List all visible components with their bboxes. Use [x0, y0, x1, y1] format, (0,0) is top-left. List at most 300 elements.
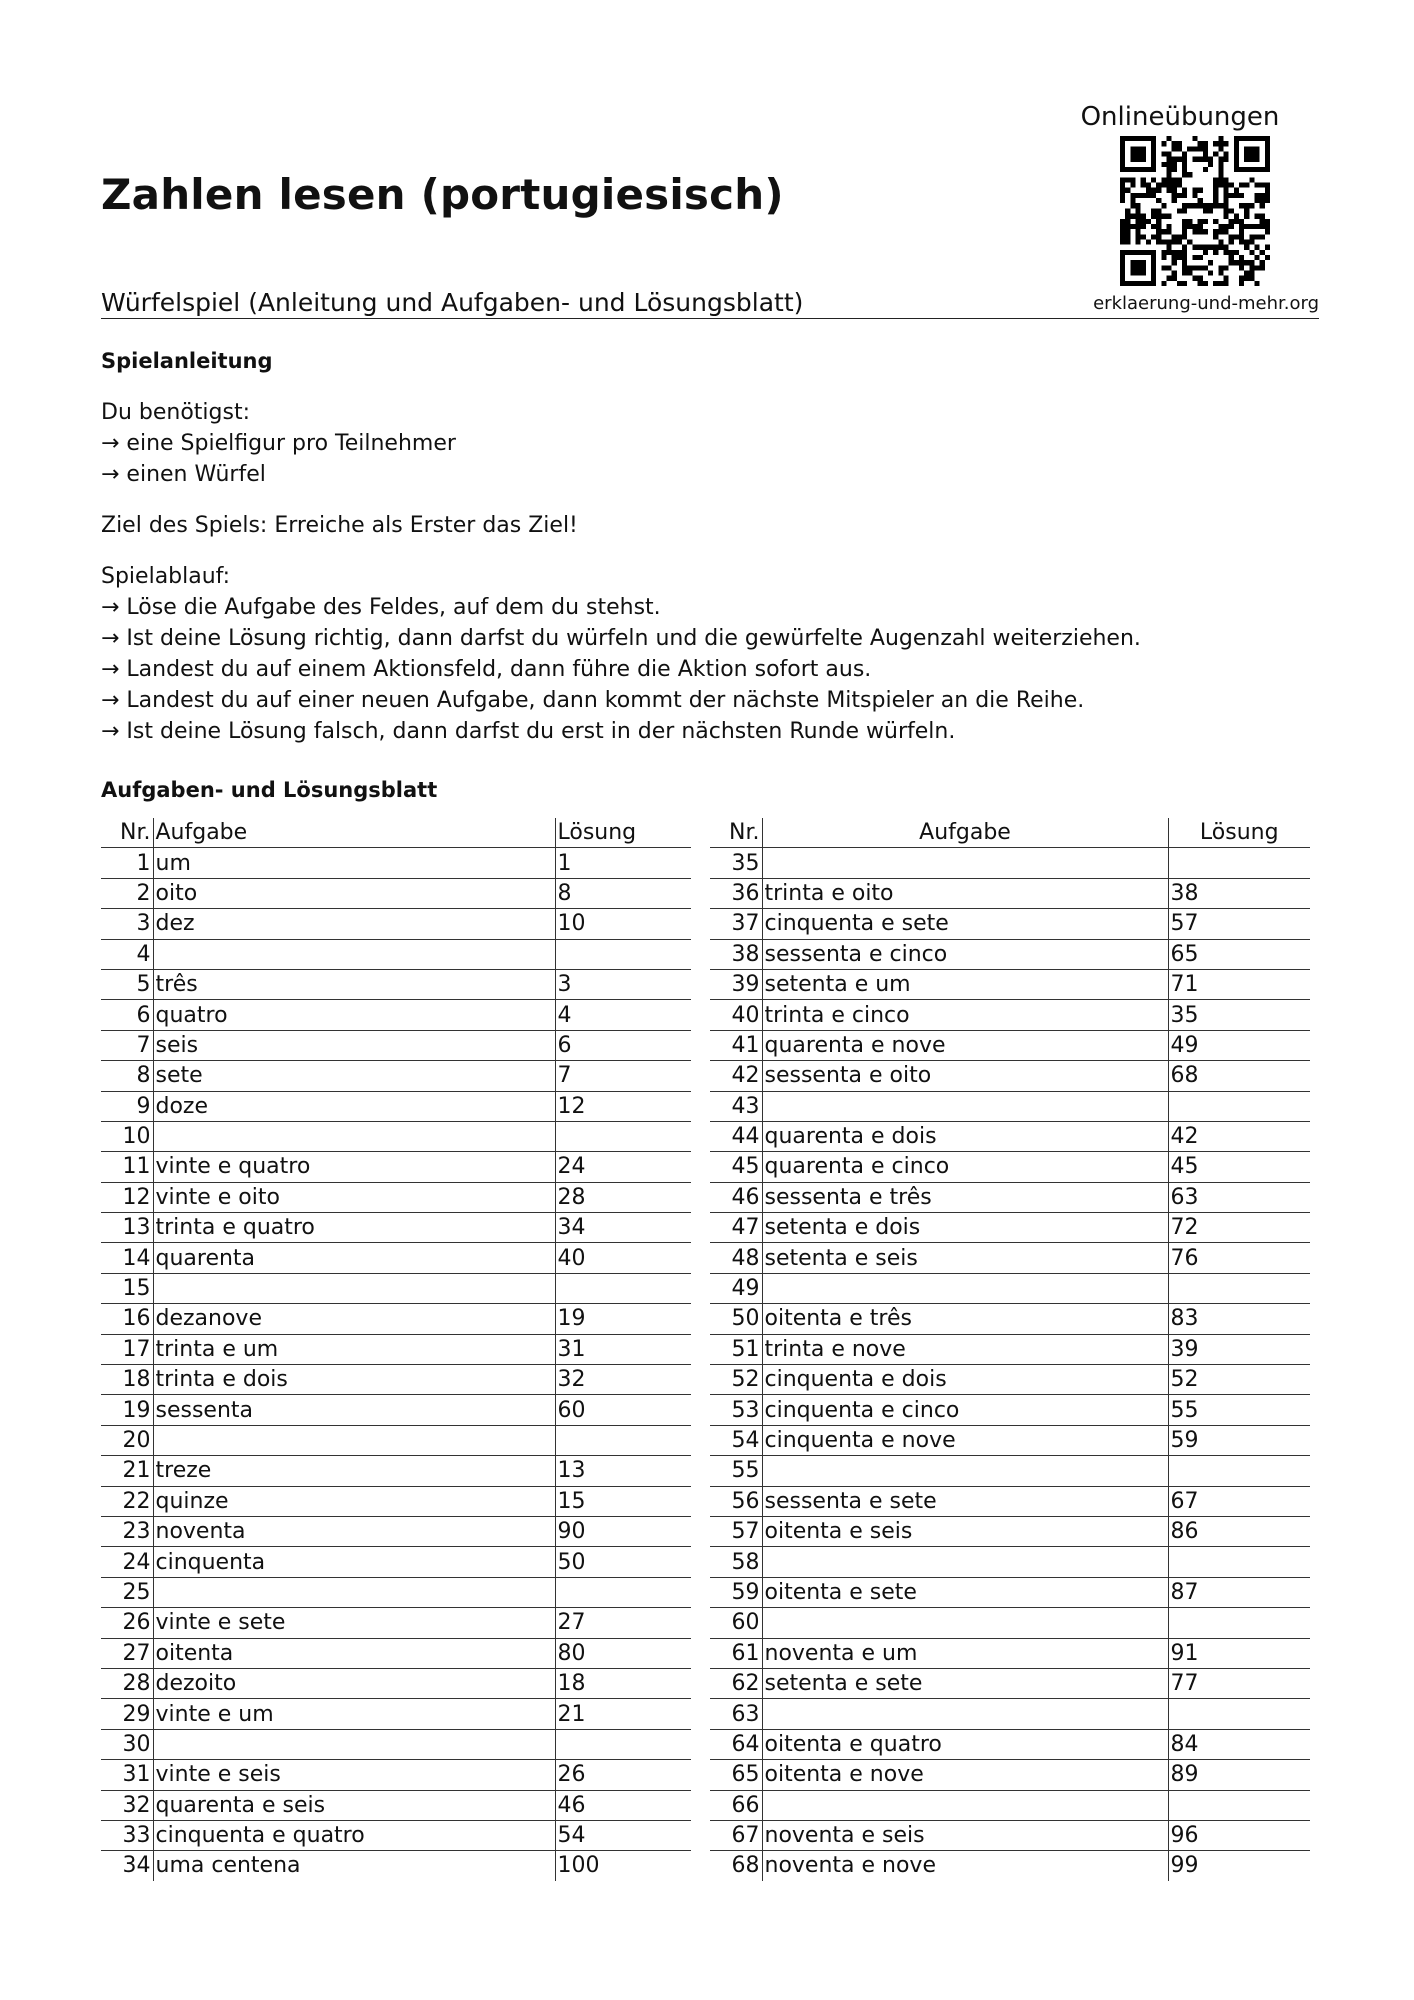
row-number: 55	[710, 1456, 762, 1486]
flow-step: → Ist deine Lösung richtig, dann darfst du würfeln und die gewürfelte Augenzahl weiterziehen.	[101, 626, 1141, 651]
task-cell: setenta e sete	[762, 1668, 1168, 1698]
table-row	[101, 1577, 691, 1607]
table-row	[710, 1760, 1310, 1790]
row-number: 61	[710, 1638, 762, 1668]
table-row	[101, 1699, 691, 1729]
task-cell: noventa e nove	[762, 1851, 1168, 1881]
task-cell: cinquenta e sete	[762, 909, 1168, 939]
solution-cell: 68	[1168, 1061, 1310, 1091]
task-cell: vinte e quatro	[153, 1152, 555, 1182]
task-cell	[153, 1577, 555, 1607]
row-number: 7	[101, 1030, 153, 1060]
goal-text: Ziel des Spiels: Erreiche als Erster das Ziel!	[101, 513, 578, 538]
solution-cell: 1	[555, 848, 691, 878]
row-number: 38	[710, 939, 762, 969]
table-header-row	[101, 818, 691, 848]
row-number: 26	[101, 1608, 153, 1638]
row-number: 47	[710, 1213, 762, 1243]
table-row	[710, 1425, 1310, 1455]
task-cell: oitenta e seis	[762, 1516, 1168, 1546]
flow-step: → Landest du auf einer neuen Aufgabe, dann kommt der nächste Mitspieler an die Reihe.	[101, 688, 1085, 713]
task-cell: doze	[153, 1091, 555, 1121]
table-row	[101, 1486, 691, 1516]
task-cell: oitenta e quatro	[762, 1729, 1168, 1759]
row-number: 14	[101, 1243, 153, 1273]
table-row	[101, 1213, 691, 1243]
solution-cell: 57	[1168, 909, 1310, 939]
solution-cell: 13	[555, 1456, 691, 1486]
task-cell: noventa e um	[762, 1638, 1168, 1668]
row-number: 9	[101, 1091, 153, 1121]
table-row	[710, 1061, 1310, 1091]
table-header-row	[710, 818, 1310, 848]
row-number: 49	[710, 1273, 762, 1303]
table-row	[101, 1729, 691, 1759]
table-row	[101, 1273, 691, 1303]
solution-cell	[1168, 1547, 1310, 1577]
task-cell: trinta e dois	[153, 1365, 555, 1395]
solution-cell: 54	[555, 1820, 691, 1850]
table-row	[710, 1000, 1310, 1030]
row-number: 27	[101, 1638, 153, 1668]
task-cell: vinte e sete	[153, 1608, 555, 1638]
task-table-right	[710, 818, 1310, 1881]
row-number: 52	[710, 1365, 762, 1395]
task-cell: vinte e um	[153, 1699, 555, 1729]
task-cell: oitenta e nove	[762, 1760, 1168, 1790]
solution-cell	[1168, 1699, 1310, 1729]
table-row	[101, 1365, 691, 1395]
row-number: 51	[710, 1334, 762, 1364]
solution-cell: 86	[1168, 1516, 1310, 1546]
task-cell: oitenta e três	[762, 1304, 1168, 1334]
solution-cell: 6	[555, 1030, 691, 1060]
row-number: 33	[101, 1820, 153, 1850]
task-cell	[153, 1729, 555, 1759]
table-row	[710, 909, 1310, 939]
row-number: 37	[710, 909, 762, 939]
flow-step: → Ist deine Lösung falsch, dann darfst du erst in der nächsten Runde würfeln.	[101, 719, 956, 744]
table-row	[710, 1820, 1310, 1850]
header-divider	[101, 318, 1319, 319]
table-row	[710, 1547, 1310, 1577]
table-row	[710, 1729, 1310, 1759]
table-row	[710, 1273, 1310, 1303]
row-number: 65	[710, 1760, 762, 1790]
flow-intro: Spielablauf:	[101, 564, 231, 589]
task-cell	[153, 1425, 555, 1455]
row-number: 19	[101, 1395, 153, 1425]
row-number: 59	[710, 1577, 762, 1607]
row-number: 39	[710, 969, 762, 999]
solution-cell: 3	[555, 969, 691, 999]
task-cell: cinquenta e quatro	[153, 1820, 555, 1850]
solution-cell: 59	[1168, 1425, 1310, 1455]
table-row	[710, 878, 1310, 908]
table-row	[710, 1152, 1310, 1182]
task-cell: quarenta e seis	[153, 1790, 555, 1820]
row-number: 3	[101, 909, 153, 939]
row-number: 32	[101, 1790, 153, 1820]
row-number: 2	[101, 878, 153, 908]
table-row	[101, 1091, 691, 1121]
table-row	[101, 878, 691, 908]
table-row	[101, 848, 691, 878]
row-number: 6	[101, 1000, 153, 1030]
solution-cell: 39	[1168, 1334, 1310, 1364]
needs-item: → einen Würfel	[101, 462, 266, 487]
column-header-nr: Nr.	[101, 818, 153, 848]
solution-cell	[1168, 1091, 1310, 1121]
task-cell: trinta e cinco	[762, 1000, 1168, 1030]
solution-cell: 67	[1168, 1486, 1310, 1516]
table-row	[101, 939, 691, 969]
table-row	[710, 1790, 1310, 1820]
table-row	[710, 969, 1310, 999]
table-row	[710, 1699, 1310, 1729]
column-header-task: Aufgabe	[762, 818, 1168, 848]
row-number: 60	[710, 1608, 762, 1638]
table-row	[710, 848, 1310, 878]
solution-cell	[1168, 1456, 1310, 1486]
solution-cell: 96	[1168, 1820, 1310, 1850]
table-row	[710, 1121, 1310, 1151]
row-number: 4	[101, 939, 153, 969]
task-cell: sessenta e oito	[762, 1061, 1168, 1091]
column-header-nr: Nr.	[710, 818, 762, 848]
table-row	[710, 1486, 1310, 1516]
table-row	[710, 1668, 1310, 1698]
solution-cell: 34	[555, 1213, 691, 1243]
solution-cell: 35	[1168, 1000, 1310, 1030]
table-row	[710, 1365, 1310, 1395]
task-cell	[762, 1790, 1168, 1820]
page-subtitle: Würfelspiel (Anleitung und Aufgaben- und Lösungsblatt)	[101, 288, 804, 317]
task-cell: sessenta e três	[762, 1182, 1168, 1212]
needs-item: → eine Spielfigur pro Teilnehmer	[101, 431, 456, 456]
table-row	[101, 1000, 691, 1030]
solution-cell: 42	[1168, 1121, 1310, 1151]
task-cell: três	[153, 969, 555, 999]
row-number: 41	[710, 1030, 762, 1060]
row-number: 35	[710, 848, 762, 878]
table-row	[101, 1121, 691, 1151]
row-number: 50	[710, 1304, 762, 1334]
task-cell	[762, 1273, 1168, 1303]
row-number: 1	[101, 848, 153, 878]
solution-cell	[555, 1425, 691, 1455]
row-number: 21	[101, 1456, 153, 1486]
solution-cell: 49	[1168, 1030, 1310, 1060]
task-cell: vinte e seis	[153, 1760, 555, 1790]
row-number: 44	[710, 1121, 762, 1151]
qr-code-icon[interactable]	[1120, 136, 1270, 286]
solution-cell: 91	[1168, 1638, 1310, 1668]
table-row	[101, 1760, 691, 1790]
task-cell	[153, 1273, 555, 1303]
task-cell: dez	[153, 909, 555, 939]
table-row	[101, 909, 691, 939]
row-number: 63	[710, 1699, 762, 1729]
solution-cell: 52	[1168, 1365, 1310, 1395]
task-cell	[762, 1456, 1168, 1486]
solution-cell: 4	[555, 1000, 691, 1030]
row-number: 20	[101, 1425, 153, 1455]
table-row	[710, 1243, 1310, 1273]
instructions-heading: Spielanleitung	[101, 349, 273, 373]
task-cell: quarenta e dois	[762, 1121, 1168, 1151]
solution-cell: 83	[1168, 1304, 1310, 1334]
row-number: 8	[101, 1061, 153, 1091]
row-number: 68	[710, 1851, 762, 1881]
task-cell: sessenta e sete	[762, 1486, 1168, 1516]
solution-cell: 99	[1170, 1853, 1199, 1879]
row-number: 40	[710, 1000, 762, 1030]
solution-cell	[555, 1577, 691, 1607]
task-table-left	[101, 818, 691, 1881]
solution-cell	[555, 1273, 691, 1303]
row-number: 23	[101, 1516, 153, 1546]
solution-cell: 71	[1168, 969, 1310, 999]
table-row	[101, 1152, 691, 1182]
task-cell: trinta e um	[153, 1334, 555, 1364]
site-link[interactable]: erklaerung-und-mehr.org	[1093, 293, 1319, 314]
table-row	[710, 1516, 1310, 1546]
row-number: 42	[710, 1061, 762, 1091]
table-row	[101, 969, 691, 999]
row-number: 18	[101, 1365, 153, 1395]
row-number: 54	[710, 1425, 762, 1455]
row-number: 66	[710, 1790, 762, 1820]
table-row	[101, 1334, 691, 1364]
column-header-solution: Lösung	[1168, 818, 1310, 848]
row-number: 22	[101, 1486, 153, 1516]
table-row	[101, 1516, 691, 1546]
table-row	[710, 1608, 1310, 1638]
row-number: 11	[101, 1152, 153, 1182]
task-cell	[153, 1121, 555, 1151]
table-row	[710, 1091, 1310, 1121]
task-cell: uma centena	[153, 1851, 555, 1881]
task-cell: cinquenta e dois	[762, 1365, 1168, 1395]
task-cell	[762, 1608, 1168, 1638]
task-cell: um	[153, 848, 555, 878]
task-cell	[762, 848, 1168, 878]
task-cell: quarenta	[153, 1243, 555, 1273]
table-row	[710, 1395, 1310, 1425]
task-cell	[762, 1699, 1168, 1729]
table-row	[101, 1030, 691, 1060]
solution-cell: 10	[555, 909, 691, 939]
table-row	[710, 1577, 1310, 1607]
sheet-heading: Aufgaben- und Lösungsblatt	[101, 778, 438, 802]
solution-cell: 90	[555, 1516, 691, 1546]
solution-cell: 8	[555, 878, 691, 908]
table-row	[101, 1668, 691, 1698]
row-number: 16	[101, 1304, 153, 1334]
row-number: 58	[710, 1547, 762, 1577]
instructions-section	[101, 346, 1301, 767]
task-cell: cinquenta e nove	[762, 1425, 1168, 1455]
table-row	[101, 1061, 691, 1091]
task-cell: setenta e um	[762, 969, 1168, 999]
solution-cell: 100	[557, 1853, 600, 1879]
table-row	[710, 1213, 1310, 1243]
table-row	[101, 1790, 691, 1820]
solution-cell: 21	[555, 1699, 691, 1729]
task-cell: sessenta	[153, 1395, 555, 1425]
table-row	[710, 1030, 1310, 1060]
solution-cell: 55	[1168, 1395, 1310, 1425]
task-cell: cinquenta	[153, 1547, 555, 1577]
solution-cell: 50	[555, 1547, 691, 1577]
task-cell: oito	[153, 878, 555, 908]
table-row	[710, 1182, 1310, 1212]
row-number: 30	[101, 1729, 153, 1759]
table-row	[101, 1395, 691, 1425]
task-cell: oitenta e sete	[762, 1577, 1168, 1607]
needs-block	[101, 397, 1301, 490]
column-header-task: Aufgabe	[153, 818, 555, 848]
table-row	[710, 1638, 1310, 1668]
needs-intro: Du benötigst:	[101, 400, 250, 425]
task-cell	[762, 1547, 1168, 1577]
task-cell: vinte e oito	[153, 1182, 555, 1212]
task-cell: quinze	[153, 1486, 555, 1516]
row-number: 29	[101, 1699, 153, 1729]
row-number: 64	[710, 1729, 762, 1759]
row-number: 17	[101, 1334, 153, 1364]
task-cell: quarenta e nove	[762, 1030, 1168, 1060]
task-cell: setenta e seis	[762, 1243, 1168, 1273]
row-number: 57	[710, 1516, 762, 1546]
solution-cell: 40	[555, 1243, 691, 1273]
solution-cell: 80	[555, 1638, 691, 1668]
flow-block	[101, 561, 1301, 747]
solution-cell: 65	[1168, 939, 1310, 969]
task-cell: cinquenta e cinco	[762, 1395, 1168, 1425]
solution-cell: 72	[1168, 1213, 1310, 1243]
task-cell	[153, 939, 555, 969]
solution-cell: 7	[555, 1061, 691, 1091]
table-row	[101, 1851, 691, 1881]
row-number: 46	[710, 1182, 762, 1212]
row-number: 10	[101, 1121, 153, 1151]
row-number: 13	[101, 1213, 153, 1243]
task-cell: noventa e seis	[762, 1820, 1168, 1850]
solution-cell: 15	[555, 1486, 691, 1516]
row-number: 5	[101, 969, 153, 999]
solution-cell: 45	[1168, 1152, 1310, 1182]
table-row	[101, 1243, 691, 1273]
flow-step: → Löse die Aufgabe des Feldes, auf dem du stehst.	[101, 595, 661, 620]
solution-cell: 31	[555, 1334, 691, 1364]
solution-cell: 77	[1168, 1668, 1310, 1698]
row-number: 28	[101, 1668, 153, 1698]
table-row	[710, 1304, 1310, 1334]
solution-cell: 46	[555, 1790, 691, 1820]
page-title: Zahlen lesen (portugiesisch)	[101, 170, 784, 219]
solution-cell: 60	[555, 1395, 691, 1425]
solution-cell: 27	[555, 1608, 691, 1638]
solution-cell	[555, 939, 691, 969]
task-cell: sete	[153, 1061, 555, 1091]
row-number: 12	[101, 1182, 153, 1212]
table-row	[710, 939, 1310, 969]
solution-cell: 12	[555, 1091, 691, 1121]
table-row	[101, 1304, 691, 1334]
solution-cell: 84	[1168, 1729, 1310, 1759]
solution-cell	[1168, 1790, 1310, 1820]
task-cell: dezanove	[153, 1304, 555, 1334]
table-row	[710, 1851, 1310, 1881]
table-row	[101, 1425, 691, 1455]
task-cell: dezoito	[153, 1668, 555, 1698]
table-row	[101, 1608, 691, 1638]
task-cell: seis	[153, 1030, 555, 1060]
solution-cell: 32	[555, 1365, 691, 1395]
solution-cell: 24	[555, 1152, 691, 1182]
solution-cell: 28	[555, 1182, 691, 1212]
table-row	[710, 1456, 1310, 1486]
column-header-solution: Lösung	[555, 818, 691, 848]
table-row	[101, 1638, 691, 1668]
task-cell: sessenta e cinco	[762, 939, 1168, 969]
row-number: 48	[710, 1243, 762, 1273]
solution-cell: 89	[1168, 1760, 1310, 1790]
table-row	[710, 1334, 1310, 1364]
task-cell	[762, 1091, 1168, 1121]
row-number: 24	[101, 1547, 153, 1577]
solution-cell: 26	[555, 1760, 691, 1790]
solution-cell	[555, 1729, 691, 1759]
solution-cell: 76	[1168, 1243, 1310, 1273]
solution-cell: 18	[555, 1668, 691, 1698]
task-cell: trinta e quatro	[153, 1213, 555, 1243]
row-number: 31	[101, 1760, 153, 1790]
table-row	[101, 1456, 691, 1486]
row-number: 36	[710, 878, 762, 908]
row-number: 67	[710, 1820, 762, 1850]
table-row	[101, 1547, 691, 1577]
task-cell: treze	[153, 1456, 555, 1486]
task-cell: oitenta	[153, 1638, 555, 1668]
row-number: 56	[710, 1486, 762, 1516]
solution-cell	[1168, 1608, 1310, 1638]
table-row	[101, 1182, 691, 1212]
flow-step: → Landest du auf einem Aktionsfeld, dann führe die Aktion sofort aus.	[101, 657, 872, 682]
task-cell: quarenta e cinco	[762, 1152, 1168, 1182]
row-number: 45	[710, 1152, 762, 1182]
task-cell: trinta e nove	[762, 1334, 1168, 1364]
row-number: 34	[101, 1851, 153, 1881]
row-number: 53	[710, 1395, 762, 1425]
row-number: 15	[101, 1273, 153, 1303]
solution-cell: 19	[555, 1304, 691, 1334]
solution-cell: 87	[1168, 1577, 1310, 1607]
online-exercises-label: Onlineübungen	[1080, 102, 1280, 132]
task-cell: noventa	[153, 1516, 555, 1546]
solution-cell	[555, 1121, 691, 1151]
row-number: 25	[101, 1577, 153, 1607]
solution-cell: 38	[1168, 878, 1310, 908]
solution-cell	[1168, 1273, 1310, 1303]
task-cell: trinta e oito	[762, 878, 1168, 908]
solution-cell	[1168, 848, 1310, 878]
table-row	[101, 1820, 691, 1850]
task-cell: quatro	[153, 1000, 555, 1030]
row-number: 43	[710, 1091, 762, 1121]
